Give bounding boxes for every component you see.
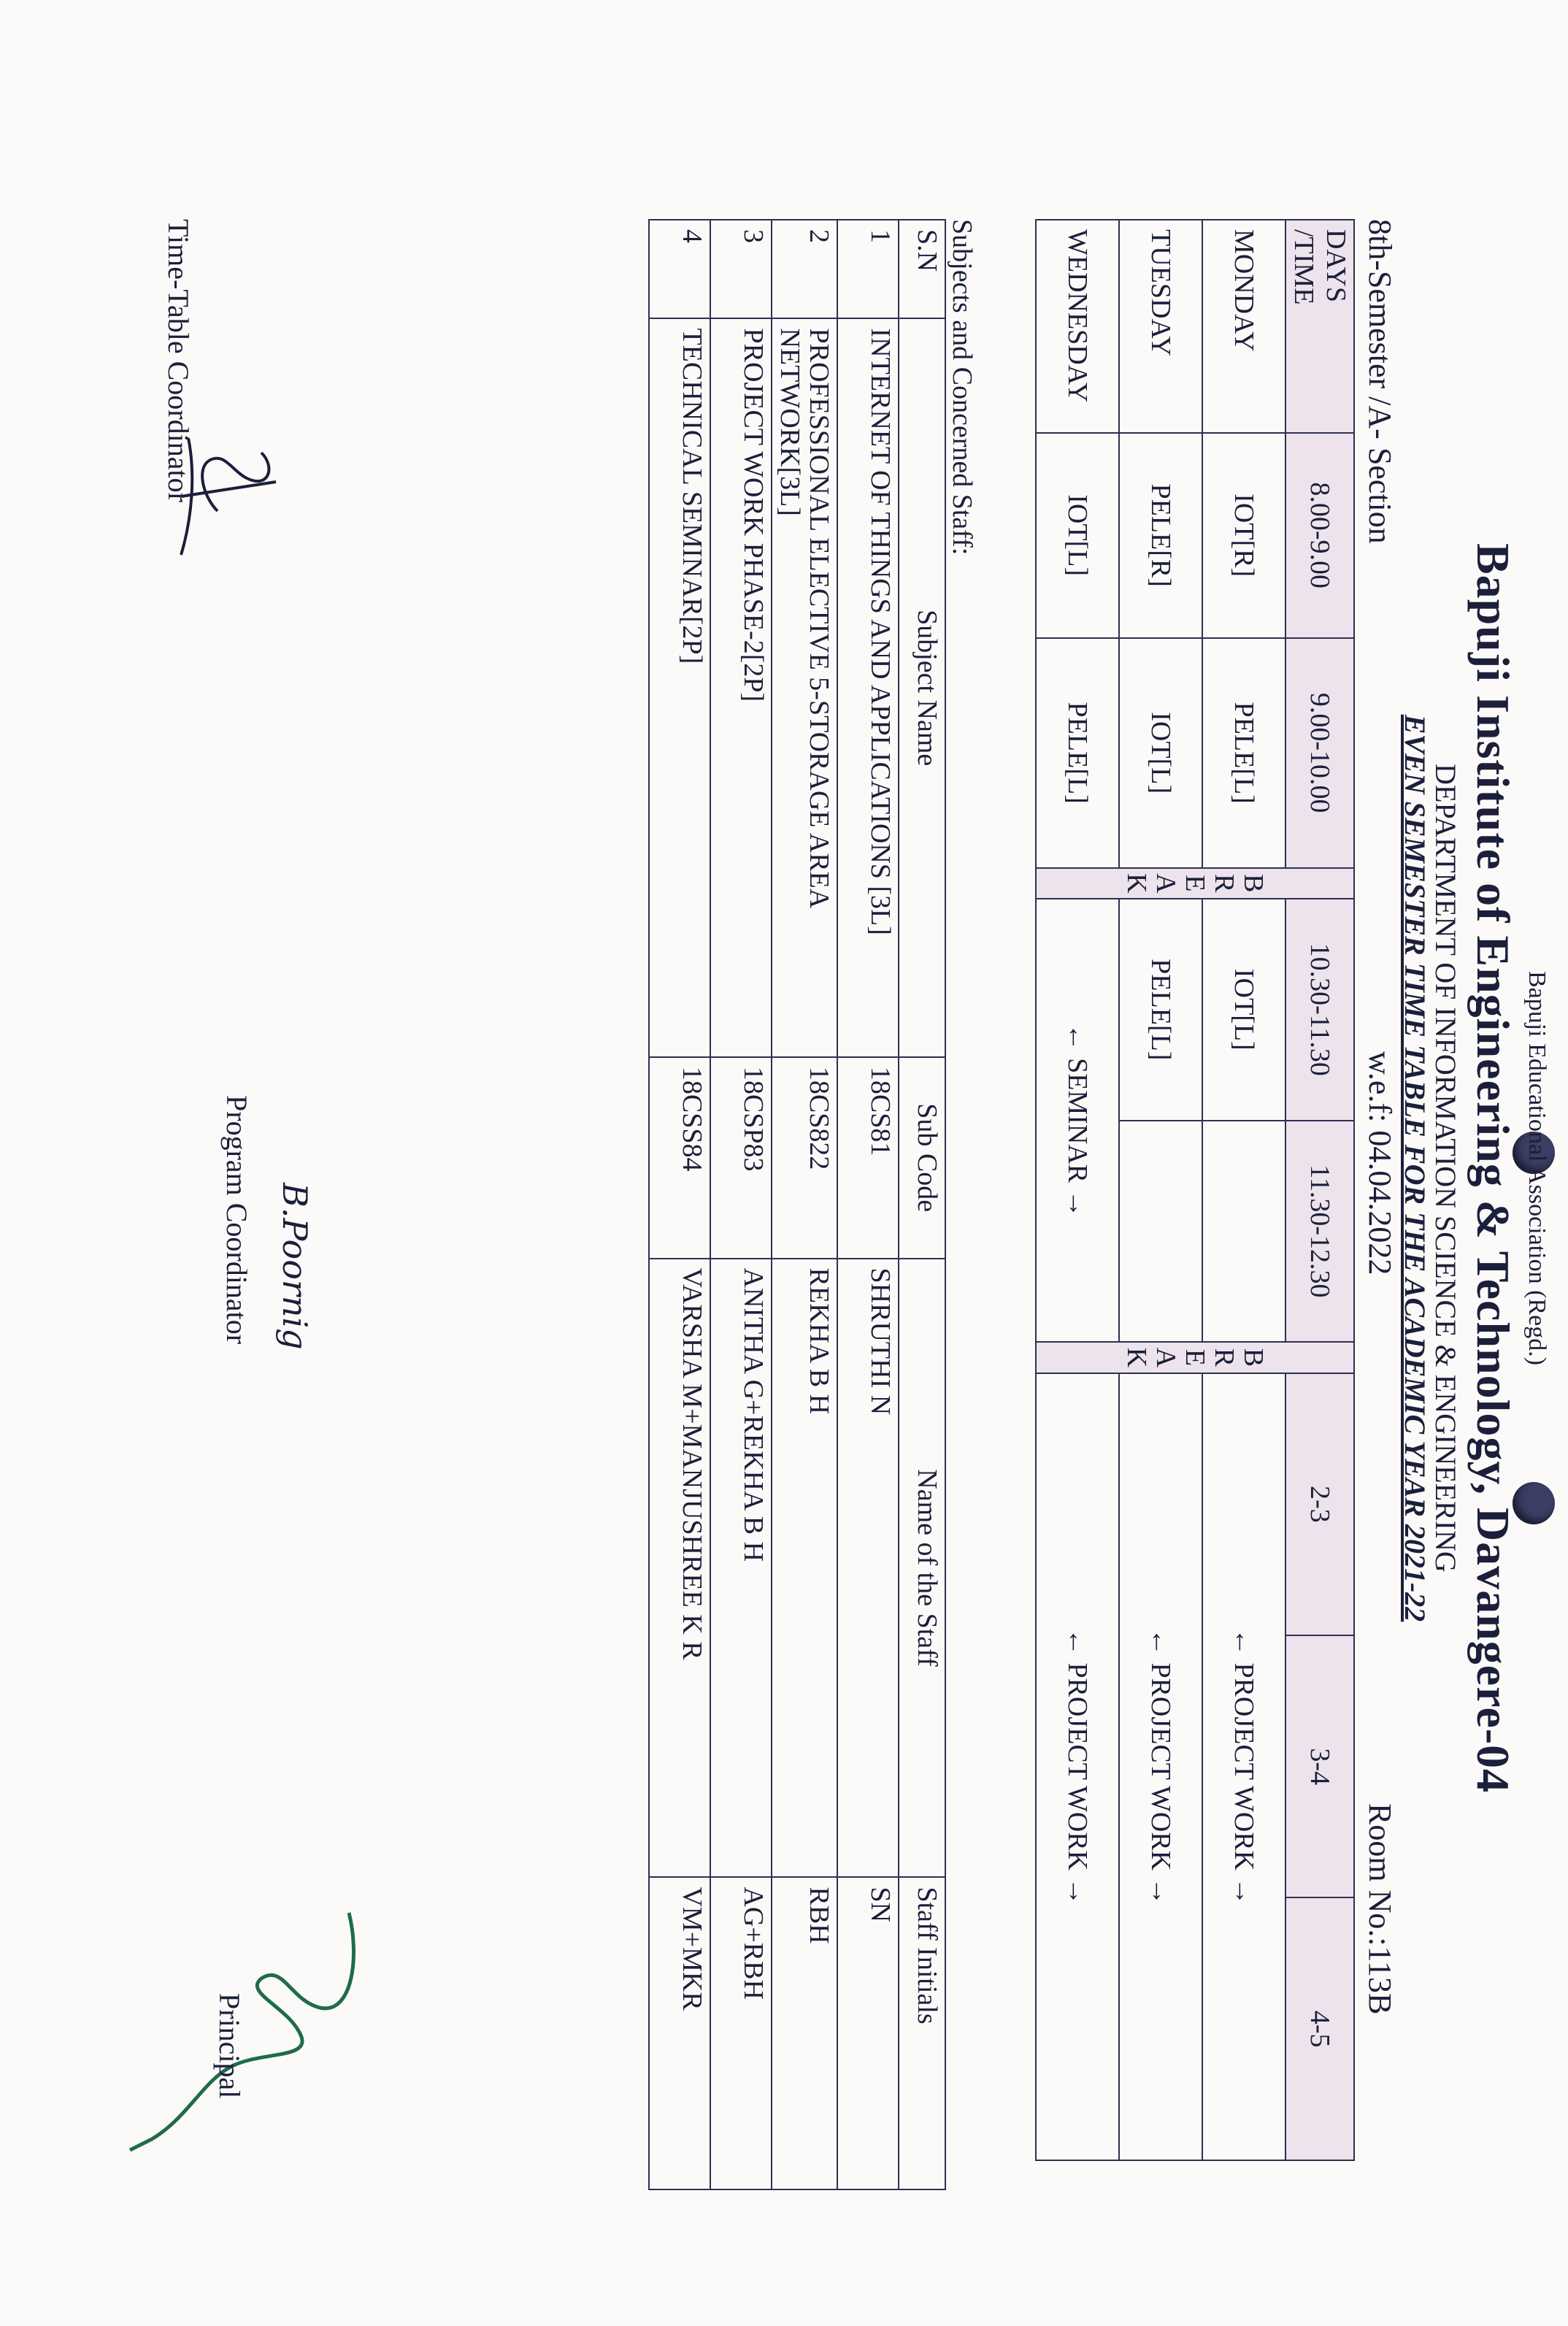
class-cell: IOT[L] [1119,638,1202,868]
program-coordinator-label: Program Coordinator [220,1095,253,1345]
timetable-row-monday [1202,220,1285,2160]
sn-cell: 4 [649,220,710,318]
class-cell: IOT[L] [1202,899,1285,1121]
class-cell: IOT[R] [1202,433,1285,638]
slot-header: 11.30-12.30 [1285,1121,1354,1343]
break-letter: E [1180,1348,1210,1367]
break-letter: R [1209,874,1240,893]
subjects-table [648,219,946,2190]
day-cell: TUESDAY [1119,220,1202,433]
lunch-break-column [1036,1342,1354,1373]
corner-label-days: DAYS [1321,229,1351,302]
semester-section: 8th-Semester /A- Section [1362,219,1398,544]
sub-code-cell: 18CS81 [837,1057,899,1259]
subject-name-cell: INTERNET OF THINGS AND APPLICATIONS [3L] [837,318,899,1056]
staff-name-cell: VARSHA M+MANJUSHREE K R [649,1259,710,1878]
slot-header: 3-4 [1285,1635,1354,1897]
sub-code-cell: 18CSP83 [710,1057,772,1259]
afternoon-cell: ← PROJECT WORK → [1202,1373,1285,2160]
subjects-heading: Subjects and Concerned Staff: [947,219,977,556]
subject-row [710,220,772,2189]
timetable-header-row [1285,220,1354,2160]
program-coordinator-signature [247,1175,334,1365]
break-letter: A [1150,1347,1181,1368]
association-name: Bapuji Educational Association (Regd.) [1523,970,1550,1366]
col-header: Sub Code [899,1057,945,1259]
day-cell: MONDAY [1202,220,1285,433]
staff-name-cell: REKHA B H [772,1259,837,1878]
day-cell: WEDNESDAY [1036,220,1119,433]
timetable-row-tuesday [1119,220,1202,2160]
document-title: EVEN SEMESTER TIME TABLE FOR THE ACADEMIC YEAR 2021-22 [1399,714,1431,1622]
staff-initials-cell: AG+RBH [710,1877,772,2189]
subject-name-cell: PROJECT WORK PHASE-2[2P] [710,318,772,1056]
subjects-header-row [899,220,945,2189]
class-cell [1119,1121,1202,1343]
principal-label: Principal [213,1993,246,2099]
slot-header: 2-3 [1285,1373,1354,1635]
sn-cell: 2 [772,220,837,318]
corner-cell [1285,220,1354,433]
staff-name-cell: SHRUTHI N [837,1259,899,1878]
timetable-grid [1035,219,1355,2161]
afternoon-cell: ← PROJECT WORK → [1119,1373,1202,2160]
break-letter: B [1238,874,1269,893]
room-number: Room No.:113B [1362,1803,1398,2015]
program-signature-text: B.Poornig [275,1183,315,1350]
sub-code-cell: 18CSS84 [649,1057,710,1259]
subject-name-cell: TECHNICAL SEMINAR[2P] [649,318,710,1056]
staff-name-cell: ANITHA G+REKHA B H [710,1259,772,1878]
subject-name-cell: PROFESSIONAL ELECTIVE 5-STORAGE AREA NETWORK[3L] [772,318,837,1056]
sn-cell: 1 [837,220,899,318]
break-letter: E [1180,875,1210,892]
slot-header: 8.00-9.00 [1285,433,1354,638]
slot-header: 9.00-10.00 [1285,638,1354,868]
break-letter: K [1121,1347,1152,1368]
col-header: Subject Name [899,318,945,1056]
break-letter: A [1150,873,1181,894]
sub-code-cell: 18CS822 [772,1057,837,1259]
subject-row [837,220,899,2189]
break-letter: B [1238,1348,1269,1367]
class-cell: IOT[L] [1036,433,1119,638]
tt-coordinator-label: Time-Table Coordinator [162,219,195,502]
break-letter: R [1209,1348,1240,1367]
morning-break-column [1036,868,1354,899]
corner-label-time: /TIME [1288,229,1319,305]
slot-header: 4-5 [1285,1897,1354,2160]
break-letter: K [1121,873,1152,894]
timetable-row-wednesday [1036,220,1119,2160]
afternoon-cell: ← PROJECT WORK → [1036,1373,1119,2160]
effective-date: w.e.f: 04.04.2022 [1362,1051,1398,1275]
sn-cell: 3 [710,220,772,318]
department-name: DEPARTMENT OF INFORMATION SCIENCE & ENGINEERING [1429,764,1462,1573]
institute-name: Bapuji Institute of Engineering & Technology, Davangere-04 [1467,542,1519,1794]
staff-initials-cell: SN [837,1877,899,2189]
class-cell: PELE[R] [1119,433,1202,638]
class-cell: PELE[L] [1202,638,1285,868]
col-header: Staff Initials [899,1877,945,2189]
col-header: Name of the Staff [899,1259,945,1878]
class-cell [1202,1121,1285,1343]
seminar-cell: ← SEMINAR → [1036,899,1119,1342]
slot-header: 10.30-11.30 [1285,899,1354,1121]
staff-initials-cell: VM+MKR [649,1877,710,2189]
col-header: S.N [899,220,945,318]
staff-initials-cell: RBH [772,1877,837,2189]
subject-row [772,220,837,2189]
class-cell: PELE[L] [1119,899,1202,1121]
class-cell: PELE[L] [1036,638,1119,868]
subject-row [649,220,710,2189]
